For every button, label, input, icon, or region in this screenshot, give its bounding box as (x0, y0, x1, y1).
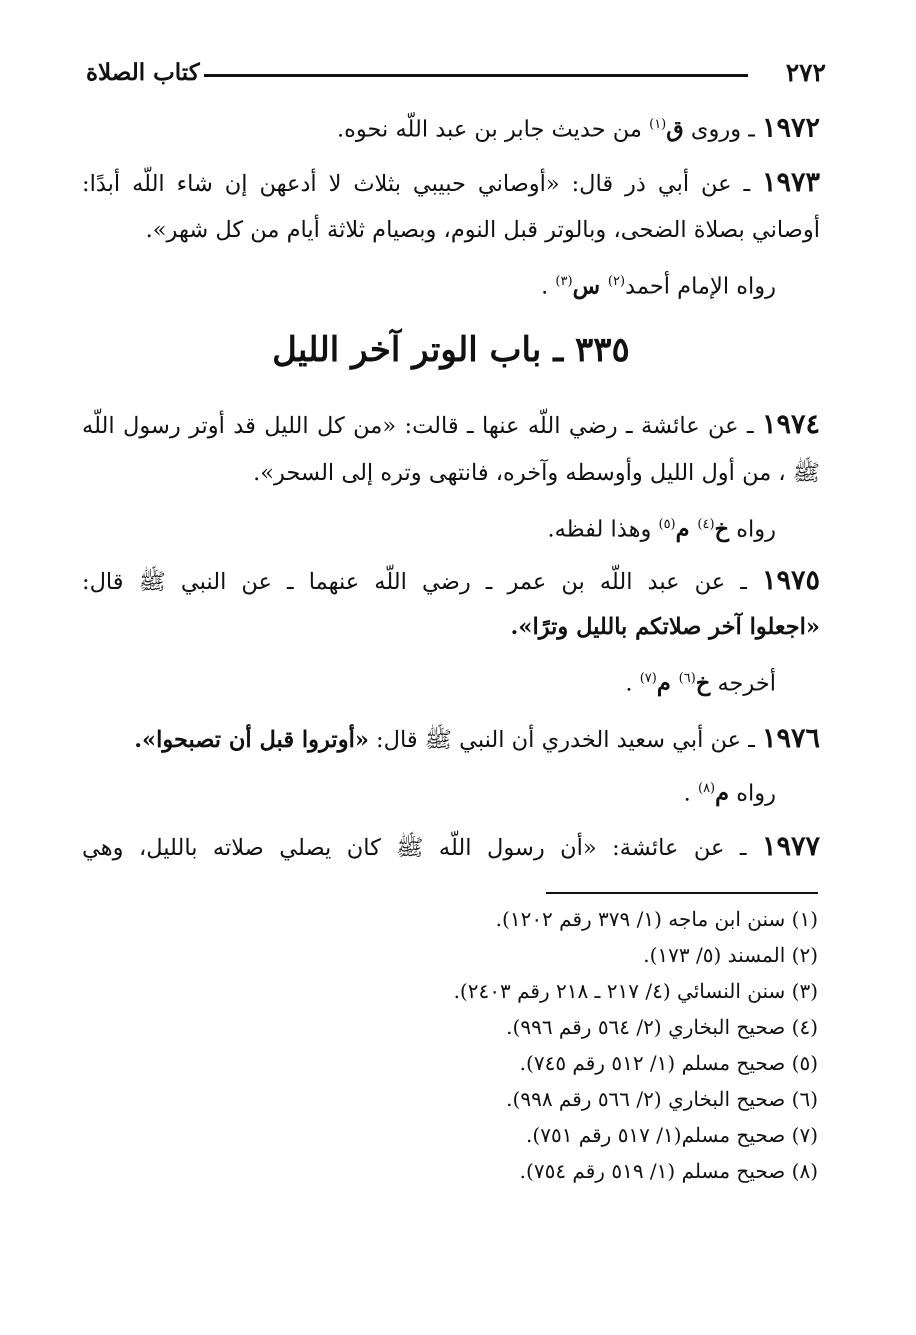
narration-text: وهذا لفظه. (547, 516, 659, 543)
hadith-text: ـ عن عائشة ـ رضي اللّه عنها ـ قالت: «من كل الليل قد أوتر رسول اللّه (82, 413, 762, 439)
hadith-1975-narration (82, 662, 776, 701)
hadith-1974-line-1 (82, 408, 820, 443)
running-header (86, 56, 826, 90)
source-symbol: خ (714, 516, 730, 543)
footnote-ref: (٦) (678, 671, 696, 686)
prophetic-quote: «أوتروا قبل أن تصبحوا». (134, 727, 369, 753)
hadith-1975-line-1 (82, 564, 820, 599)
hadith-1974-line-2: ﷺ ، من أول الليل وأوسطه وآخره، فانتهى وتره إلى السحر». (253, 460, 820, 486)
footnote-ref: (٧) (639, 671, 657, 686)
footnote-8: (٨) صحيح مسلم (١/ ٥١٩ رقم ٧٥٤). (519, 1159, 818, 1183)
hadith-1976-narration (82, 772, 776, 811)
hadith-number: ١٩٧٧ (761, 831, 820, 862)
narration-text: رواه الإمام أحمد (625, 273, 776, 300)
footnote-2: (٢) المسند (٥/ ١٧٣). (643, 943, 818, 967)
narration-text: . (625, 670, 640, 697)
source-symbol: ق (666, 116, 684, 143)
footnote-5: (٥) صحيح مسلم (١/ ٥١٢ رقم ٧٤٥). (519, 1051, 818, 1075)
hadith-number: ١٩٧٤ (761, 409, 820, 440)
footnote-ref: (٥) (658, 517, 676, 532)
hadith-1972 (82, 108, 820, 147)
footnote-ref: (٣) (555, 274, 573, 289)
narration-text: أخرجه (710, 670, 776, 697)
footnote-separator (546, 892, 818, 894)
narration-text: . (683, 780, 698, 807)
hadith-text: ـ عن أبي سعيد الخدري أن النبي ﷺ قال: (368, 727, 762, 753)
narration-text: . (541, 273, 556, 300)
footnote-ref: (٤) (697, 517, 715, 532)
footnote-ref: (٢) (607, 274, 626, 289)
hadith-1973-line-1 (82, 166, 820, 201)
footnote-ref: (٨) (697, 781, 716, 796)
page-number: ٢٧٢ (785, 58, 826, 87)
header-rule (204, 74, 748, 77)
source-symbol: م (675, 516, 698, 543)
hadith-text: من حديث جابر بن عبد اللّه نحوه. (336, 116, 650, 143)
hadith-number: ١٩٧٦ (761, 723, 820, 754)
chapter-heading: ٣٣٥ ـ باب الوتر آخر الليل (272, 330, 630, 370)
narration-text: رواه (729, 516, 776, 543)
hadith-text: ـ عن عبد اللّه بن عمر ـ رضي اللّه عنهما ـ عن النبي ﷺ قال: (82, 569, 762, 595)
footnote-1: (١) سنن ابن ماجه (١/ ٣٧٩ رقم ١٢٠٢). (495, 907, 818, 931)
hadith-1973-line-2: أوصاني بصلاة الضحى، وبالوتر قبل النوم، وبصيام ثلاثة أيام من كل شهر». (145, 217, 820, 243)
hadith-number: ١٩٧٣ (761, 167, 820, 198)
source-symbol: م (656, 670, 679, 697)
hadith-1976 (82, 722, 820, 757)
narration-text: رواه (729, 780, 776, 807)
footnote-6: (٦) صحيح البخاري (٢/ ٥٦٦ رقم ٩٩٨). (506, 1087, 818, 1111)
footnote-4: (٤) صحيح البخاري (٢/ ٥٦٤ رقم ٩٩٦). (506, 1015, 818, 1039)
source-symbol: م (715, 780, 730, 807)
footnote-ref: (١) (649, 117, 667, 132)
hadith-text: ـ عن عائشة: «أن رسول اللّه ﷺ كان يصلي صلاته بالليل، وهي (82, 835, 762, 861)
hadith-1974-narration (82, 508, 776, 547)
hadith-text: ـ وروى (683, 116, 762, 143)
hadith-1975-line-2: «اجعلوا آخر صلاتكم بالليل وترًا». (510, 614, 820, 640)
book-title: كتاب الصلاة (86, 59, 200, 86)
hadith-number: ١٩٧٥ (761, 565, 820, 596)
source-symbol: س (572, 273, 608, 300)
footnote-3: (٣) سنن النسائي (٤/ ٢١٧ ـ ٢١٨ رقم ٢٤٠٣). (453, 979, 818, 1003)
hadith-1977-line-1 (82, 830, 820, 865)
footnote-7: (٧) صحيح مسلم(١/ ٥١٧ رقم ٧٥١). (526, 1123, 818, 1147)
hadith-text: ـ عن أبي ذر قال: «أوصاني حبيبي بثلاث لا أدعهن إن شاء اللّه أبدًا: (82, 171, 762, 197)
source-symbol: خ (695, 670, 711, 697)
hadith-1973-narration (82, 265, 776, 304)
hadith-number: ١٩٧٢ (761, 112, 820, 144)
